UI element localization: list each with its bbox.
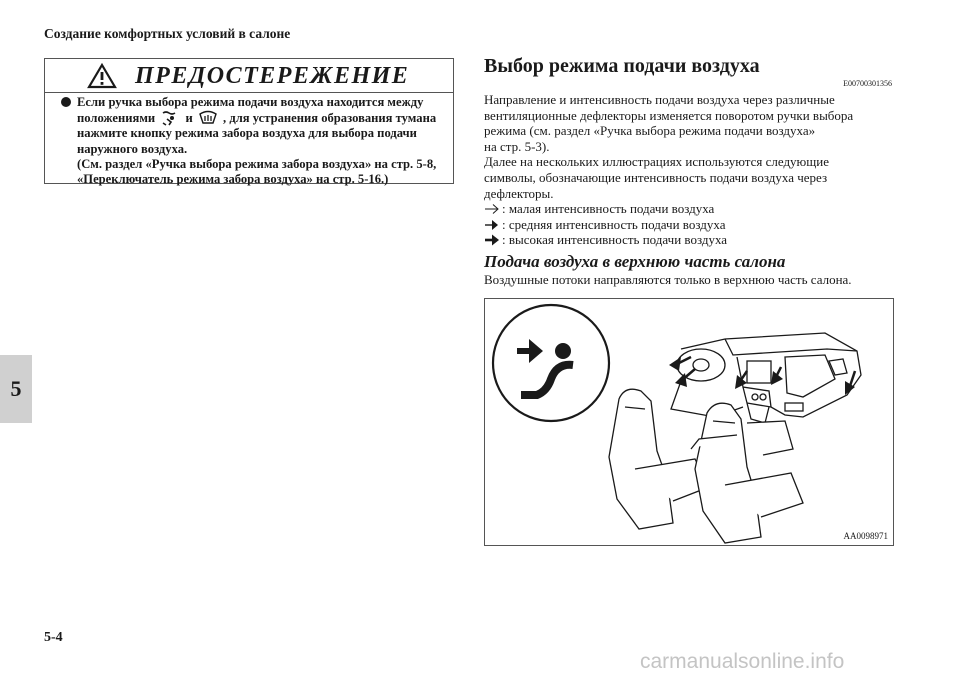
section-code: E00700301356 — [843, 79, 892, 88]
warning-title: ПРЕДОСТЕРЕЖЕНИЕ — [135, 63, 410, 89]
warning-line: нажмите кнопку режима забора воздуха для выбора подачи — [77, 126, 417, 141]
section-paragraph — [484, 92, 894, 248]
section-title: Выбор режима подачи воздуха — [484, 55, 760, 77]
legend-label: : средняя интенсивность подачи воздуха — [502, 216, 726, 232]
paragraph-line: дефлекторы. — [484, 185, 554, 201]
warning-line: , для устранения образования тумана — [223, 111, 437, 126]
legend-item-high — [484, 232, 894, 248]
warning-header — [45, 59, 453, 93]
legend-label: : высокая интенсивность подачи воздуха — [502, 232, 728, 248]
arrow-high-icon — [484, 234, 500, 246]
watermark-text: carmanualsonline.info — [640, 650, 845, 673]
floor-defrost-mode-icon — [160, 110, 180, 126]
defroster-mode-icon — [198, 110, 218, 126]
seats-drawing — [609, 389, 803, 543]
warning-line: положениями — [77, 111, 156, 126]
face-vent-mode-icon — [493, 305, 609, 421]
warning-line: наружного воздуха. — [77, 141, 188, 156]
warning-box — [44, 58, 454, 187]
warning-line: и — [185, 111, 193, 126]
paragraph-line: символы, обозначающие интенсивность подачи воздуха через — [484, 169, 828, 185]
paragraph-line: режима (см. раздел «Ручка выбора режима подачи воздуха» — [484, 123, 816, 139]
paragraph-line: вентиляционные дефлекторы изменяется поворотом ручки выбора — [484, 107, 854, 123]
paragraph-line: Направление и интенсивность подачи воздуха через различные — [484, 92, 835, 107]
arrow-medium-icon — [484, 219, 500, 231]
page-header-title: Создание комфортных условий в салоне — [44, 26, 291, 41]
warning-triangle-icon — [87, 63, 117, 89]
warning-line: Если ручка выбора режима подачи воздуха находится между — [77, 95, 424, 109]
chapter-tab: 5 — [0, 355, 32, 423]
subsection-text: Воздушные потоки направляются только в верхнюю часть салона. — [484, 272, 852, 287]
warning-line: «Переключатель режима забора воздуха» на стр. 5-16.) — [77, 172, 389, 187]
bullet-icon — [61, 97, 71, 107]
illustration-code: AA0098971 — [843, 531, 888, 541]
page-number: 5-4 — [44, 630, 63, 645]
subsection-title: Подача воздуха в верхнюю часть салона — [484, 252, 786, 271]
paragraph-line: Далее на нескольких иллюстрациях используются следующие — [484, 154, 830, 170]
legend-item-medium — [484, 217, 894, 233]
car-interior-illustration — [485, 299, 893, 545]
paragraph-line: на стр. 5-3). — [484, 138, 550, 154]
illustration-frame — [484, 298, 894, 546]
warning-line: (См. раздел «Ручка выбора режима забора воздуха» на стр. 5-8, — [77, 156, 437, 171]
legend-item-low — [484, 201, 894, 217]
dashboard-drawing — [671, 333, 861, 423]
warning-body — [61, 95, 447, 187]
arrow-low-icon — [484, 203, 500, 215]
legend-label: : малая интенсивность подачи воздуха — [502, 201, 715, 217]
